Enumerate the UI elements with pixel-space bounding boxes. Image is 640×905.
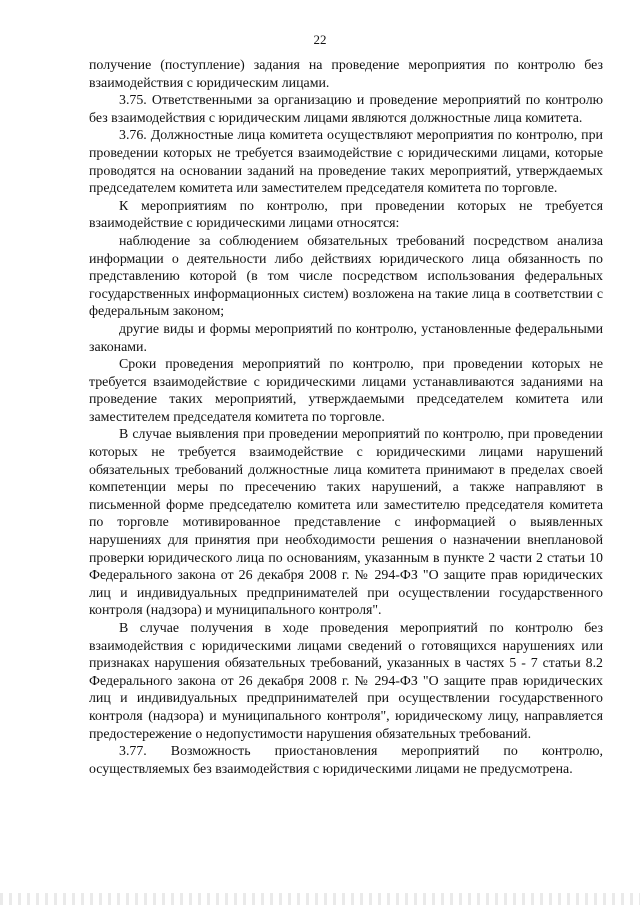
scan-edge-artifact — [0, 893, 640, 905]
paragraph-violations: В случае выявления при проведении мероприятий по контролю, при проведении которых не требуется взаимодействие с юридическими лицами нарушений обязательных требований должностные лица комитета принимают в пределах своей компетенции меры по пресечению таких нарушений, а также направляют в письменной форме председателю комитета или заместителю председателя комитета по торговле мотивированное представление с информацией о выявленных нарушениях для принятия при необходимости решения о назначении внеплановой проверки юридического лица по основаниям, указанным в пункте 2 части 2 статьи 10 Федерального закона от 26 декабря 2008 г. № 294-ФЗ "О защите прав юридических лиц и индивидуальных предпринимателей при осуществлении государственного контроля (надзора) и муниципального контроля". — [89, 427, 603, 619]
paragraph-warning: В случае получения в ходе проведения мероприятий по контролю без взаимодействия с юридическими лицами сведений о готовящихся нарушениях или признаках нарушения обязательных требований, указанных в частях 5 - 7 статьи 8.2 Федерального закона от 26 декабря 2008 г. № 294-ФЗ "О защите прав юридических лиц и индивидуальных предпринимателей при осуществлении государственного контроля (надзора) и муниципального контроля", юридическому лицу, направляется предостережение о недопустимости нарушения обязательных требований. — [89, 621, 603, 742]
document-body — [89, 57, 603, 778]
page-number: 22 — [313, 32, 327, 47]
paragraph-continuation: получение (поступление) задания на проведение мероприятия по контролю без взаимодействия с юридическим лицами. — [89, 58, 603, 91]
paragraph-3-76: 3.76. Должностные лица комитета осуществляют мероприятия по контролю, при проведении которых не требуется взаимодействие с юридическими лицами, которые проводятся на основании заданий на проведение таких мероприятий, утверждаемых председателем комитета или заместителем председателя комитета по торговле. — [89, 128, 603, 197]
paragraph-3-75: 3.75. Ответственными за организацию и проведение мероприятий по контролю без взаимодействия с юридическим лицами являются должностные лица комитета. — [89, 93, 603, 126]
paragraph-terms: Сроки проведения мероприятий по контролю, при проведении которых не требуется взаимодействие с юридическими лицами устанавливаются заданиями на проведение таких мероприятий, утверждаемыми председателем комитета или заместителем председателя комитета по торговле. — [89, 357, 603, 425]
paragraph-measures-intro: К мероприятиям по контролю, при проведении которых не требуется взаимодействие с юридическими лицами относятся: — [89, 198, 603, 232]
paragraph-other-measures: другие виды и формы мероприятий по контролю, установленные федеральными законами. — [89, 321, 603, 355]
paragraph-observation: наблюдение за соблюдением обязательных требований посредством анализа информации о деятельности либо действиях юридического лица обязанность по представлению которой (в том числе посредством использования федеральных государственных информационных систем) возложена на такие лица в соответствии с федеральным законом; — [89, 233, 603, 320]
paragraph-3-77: 3.77. Возможность приостановления мероприятий по контролю, осуществляемых без взаимодействия с юридическими лицами не предусмотрена. — [89, 744, 603, 777]
